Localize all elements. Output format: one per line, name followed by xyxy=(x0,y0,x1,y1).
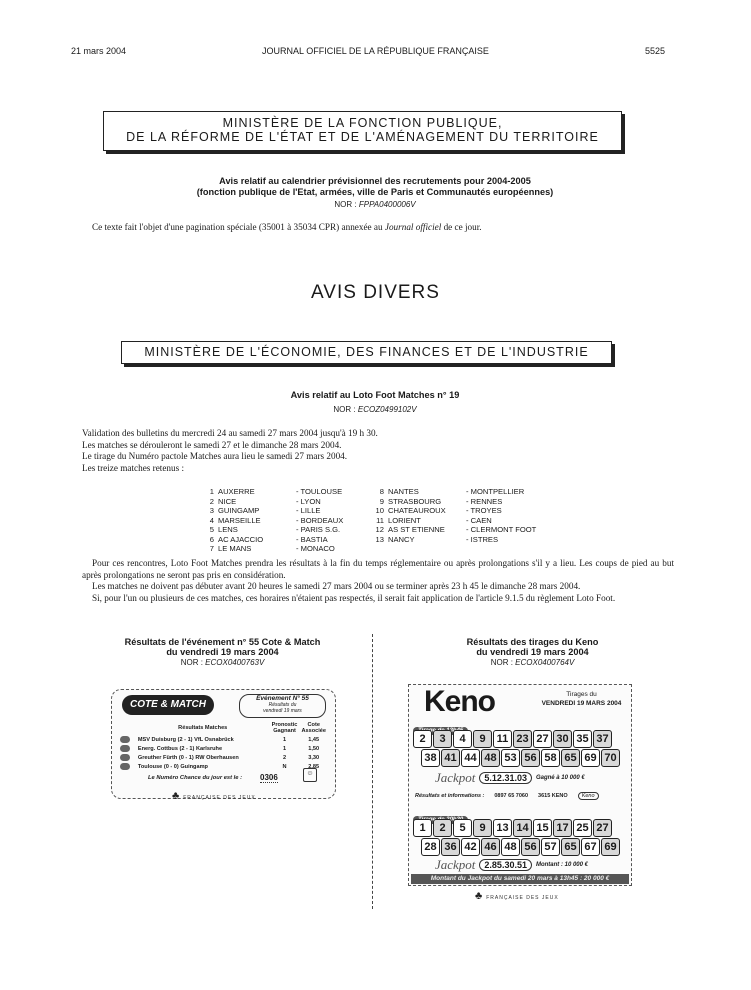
gain1: Gagné à 10 000 € xyxy=(535,775,585,781)
matches-table-right xyxy=(368,487,538,544)
event-sub2: vendredi 19 mars xyxy=(263,708,302,714)
match-number: 13 xyxy=(375,534,384,544)
keno-number: 36 xyxy=(441,838,460,856)
cote-title-line2: du vendredi 19 mars 2004 xyxy=(166,647,279,657)
nor-label: NOR : xyxy=(334,200,357,209)
avis1-title-line2: (fonction publique de l'Etat, armées, ville de Paris et Communautés européennes) xyxy=(196,187,554,197)
ball-icon xyxy=(118,735,136,744)
cote-match: MSV Duisburg (2 - 1) VfL Osnabrück xyxy=(137,736,234,743)
keno-footer-bar: Montant du Jackpot du samedi 20 mars à 13h45 : 20 000 € xyxy=(411,874,629,884)
avis2-intro xyxy=(82,428,672,474)
col-cote-header: Cote Associée xyxy=(301,722,327,734)
keno-number: 14 xyxy=(513,819,532,837)
match-number: 2 xyxy=(209,496,214,506)
match-number: 5 xyxy=(209,525,214,534)
keno-number: 17 xyxy=(553,819,572,837)
match-number: 9 xyxy=(379,496,384,506)
match-row xyxy=(368,516,538,526)
cote-prono: 1 xyxy=(282,745,287,752)
keno-number: 65 xyxy=(561,749,580,767)
match-home-team: LENS xyxy=(218,525,238,534)
avis2-line: Les matches se dérouleront le samedi 27 et le dimanche 28 mars 2004. xyxy=(82,439,342,450)
keno-number: 23 xyxy=(513,730,532,748)
keno-number: 9 xyxy=(473,819,492,837)
match-away-team: - TOULOUSE xyxy=(296,487,343,496)
match-row xyxy=(198,525,345,535)
keno-title-line2: du vendredi 19 mars 2004 xyxy=(476,647,589,657)
jackpot-label: Jackpot xyxy=(435,770,476,785)
keno-draw2-row1 xyxy=(413,819,612,837)
match-number: 7 xyxy=(209,544,214,553)
match-home-team: STRASBOURG xyxy=(388,496,442,506)
nor-code: FPPA0400006V xyxy=(358,200,416,209)
match-home-team: AC AJACCIO xyxy=(218,534,264,544)
header-date: 21 mars 2004 xyxy=(71,46,127,56)
match-away-team: - MONTPELLIER xyxy=(466,487,525,496)
keno-number: 56 xyxy=(521,749,540,767)
ministry-economie-box xyxy=(121,341,612,364)
match-home-team: NANCY xyxy=(388,534,415,544)
avis1-text-before: Ce texte fait l'objet d'une pagination spéciale (35001 à 35034 CPR) annexée au xyxy=(92,222,385,232)
ministry-fonction-publique-box xyxy=(103,111,622,151)
nor-label: NOR : xyxy=(490,658,513,667)
avis1-title-line1: Avis relatif au calendrier prévisionnel des recrutements pour 2004-2005 xyxy=(219,176,531,186)
clover-icon: ♣ xyxy=(475,890,483,902)
match-away-team: - CLERMONT FOOT xyxy=(466,525,537,534)
keno-number: 53 xyxy=(501,749,520,767)
match-away-team: - TROYES xyxy=(466,506,502,515)
cote-row xyxy=(118,753,328,762)
keno-number: 70 xyxy=(601,749,620,767)
info-label: Résultats et informations : xyxy=(415,793,485,799)
keno-jackpot1 xyxy=(435,770,585,786)
keno-number: 2 xyxy=(413,730,432,748)
keno-number: 27 xyxy=(533,730,552,748)
cote-value: 2,85 xyxy=(308,763,320,770)
keno-number: 44 xyxy=(461,749,480,767)
match-home-team: AS ST ETIENNE xyxy=(388,525,445,534)
column-divider xyxy=(372,634,373,909)
avis2-para1: Pour ces rencontres, Loto Foot Matches prendra les résultats à la fin du temps réglementaire ou après prolongations s'il y a lieu. Les coups de pied au but après prolongations ne seront pas pris en considération. xyxy=(82,558,674,580)
match-row xyxy=(198,535,345,545)
keno-number: 46 xyxy=(481,838,500,856)
cote-title-line1: Résultats de l'événement n° 55 Cote & Match xyxy=(124,637,321,647)
match-number: 6 xyxy=(209,534,214,544)
avis1-text-italic: Journal officiel xyxy=(384,222,442,232)
keno-number: 5 xyxy=(453,819,472,837)
keno-draw1-row1 xyxy=(413,730,612,748)
cote-match: Energ. Cottbus (2 - 1) Karlsruhe xyxy=(137,745,223,752)
ministry2-line1: MINISTÈRE DE L'ÉCONOMIE, DES FINANCES ET DE L'INDUSTRIE xyxy=(144,345,589,359)
keno-number: 35 xyxy=(573,730,592,748)
keno-number: 37 xyxy=(593,730,612,748)
info-minitel: 3615 KENO xyxy=(538,793,568,799)
avis2-line: Le tirage du Numéro pactole Matches aura lieu le samedi 27 mars 2004. xyxy=(82,451,348,461)
match-away-team: - RENNES xyxy=(466,496,503,506)
match-number: 4 xyxy=(209,515,214,525)
keno-number: 48 xyxy=(501,838,520,856)
avis2-para3: Si, pour l'un ou plusieurs de ces matches, ces horaires n'étaient pas respectés, il serait fait application de l'article 9.1.5 du règlement Loto Foot. xyxy=(92,592,616,603)
match-home-team: CHATEAUROUX xyxy=(388,506,446,515)
keno-number: 69 xyxy=(601,838,620,856)
cote-value: 1,50 xyxy=(308,745,320,752)
col-prono-header: Pronostic Gagnant xyxy=(271,722,298,734)
keno-number: 9 xyxy=(473,730,492,748)
match-away-team: - BORDEAUX xyxy=(296,515,344,525)
nor-code: ECOX0400764V xyxy=(515,658,575,667)
cote-prono: 2 xyxy=(282,754,287,761)
keno-nor xyxy=(385,658,680,667)
keno-number: 38 xyxy=(421,749,440,767)
nor-label: NOR : xyxy=(180,658,203,667)
match-home-team: GUINGAMP xyxy=(218,506,260,515)
match-home-team: LORIENT xyxy=(388,515,421,525)
cote-row xyxy=(118,735,328,744)
match-row xyxy=(198,516,345,526)
header-page-number: 5525 xyxy=(645,46,666,56)
match-away-team: - MONACO xyxy=(296,544,335,553)
keno-number: 11 xyxy=(493,730,512,748)
ball-icon xyxy=(118,753,136,762)
cote-results-table xyxy=(118,721,328,771)
match-number: 11 xyxy=(376,515,384,525)
ministry1-line1: MINISTÈRE DE LA FONCTION PUBLIQUE, xyxy=(222,116,503,130)
keno-number: 69 xyxy=(581,749,600,767)
match-away-team: - ISTRES xyxy=(466,534,499,544)
keno-number: 48 xyxy=(481,749,500,767)
match-home-team: AUXERRE xyxy=(218,487,255,496)
match-away-team: - PARIS S.G. xyxy=(296,525,341,534)
match-row xyxy=(368,497,538,507)
info-phone: 0897 65 7060 xyxy=(494,793,529,799)
chance-value: 0306 xyxy=(260,773,278,782)
match-row xyxy=(198,544,345,554)
keno-number: 15 xyxy=(533,819,552,837)
jackpot2-value: 2.85.30.51 xyxy=(479,859,532,871)
match-home-team: NICE xyxy=(218,496,237,506)
keno-number: 30 xyxy=(553,730,572,748)
match-row xyxy=(368,525,538,535)
header-journal-title: JOURNAL OFFICIEL DE LA RÉPUBLIQUE FRANÇAISE xyxy=(262,46,489,56)
keno-mini-logo: Keno xyxy=(578,792,599,800)
match-home-team: MARSEILLE xyxy=(218,515,261,525)
event-sub1: Résultats du xyxy=(268,702,297,708)
cote-value: 3,30 xyxy=(308,754,320,761)
keno-number: 28 xyxy=(421,838,440,856)
keno-number: 25 xyxy=(573,819,592,837)
avis2-para2: Les matches ne doivent pas débuter avant 20 heures le samedi 27 mars 2004 ou se terminer après 23 h 45 le dimanche 28 mars 2004. xyxy=(92,581,581,591)
match-number: 8 xyxy=(379,487,384,496)
avis1-text xyxy=(92,222,672,232)
keno-tirages-label: Tirages du xyxy=(566,691,597,698)
keno-fdj-footer xyxy=(475,886,559,904)
match-home-team: NANTES xyxy=(388,487,419,496)
keno-number: 13 xyxy=(493,819,512,837)
match-row xyxy=(198,497,345,507)
keno-number: 3 xyxy=(433,730,452,748)
keno-number: 1 xyxy=(413,819,432,837)
event-title: Événement N° 55 xyxy=(256,695,309,702)
cote-prono: 1 xyxy=(282,736,287,743)
clover-icon: ♣ xyxy=(172,790,180,802)
cote-fdj-footer xyxy=(172,786,256,804)
keno-info-line xyxy=(415,792,599,800)
nor-label: NOR : xyxy=(333,405,356,414)
fdj-label: FRANÇAISE DES JEUX xyxy=(486,895,559,901)
cote-row xyxy=(118,744,328,753)
match-number: 3 xyxy=(209,506,214,515)
cote-value: 1,45 xyxy=(308,736,320,743)
match-away-team: - LYON xyxy=(296,496,321,506)
keno-ticket xyxy=(408,684,632,886)
avis1-text-after: de ce jour. xyxy=(441,222,482,232)
keno-number: 4 xyxy=(453,730,472,748)
match-row xyxy=(198,506,345,516)
match-number: 12 xyxy=(375,525,384,534)
jackpot1-value: 5.12.31.03 xyxy=(479,772,532,784)
cote-match: Toulouse (0 - 0) Guingamp xyxy=(137,763,208,770)
cote-row xyxy=(118,762,328,771)
match-home-team: LE MANS xyxy=(218,544,252,553)
keno-draw2-row2 xyxy=(421,838,620,856)
chance-icon: ☺ xyxy=(303,768,317,782)
avis2-line: Les treize matches retenus : xyxy=(82,462,185,473)
avis1-nor xyxy=(100,200,650,209)
keno-number: 42 xyxy=(461,838,480,856)
match-away-team: - LILLE xyxy=(296,506,321,515)
cote-match-logo: COTE & MATCH xyxy=(122,695,214,715)
ball-icon xyxy=(118,744,136,753)
match-row xyxy=(368,506,538,516)
avis2-nor xyxy=(100,405,650,414)
avis2-title: Avis relatif au Loto Foot Matches n° 19 xyxy=(290,390,460,400)
keno-jackpot2 xyxy=(435,857,588,873)
nor-code: ECOX0400763V xyxy=(205,658,265,667)
col-matches-header: Résultats Matches xyxy=(178,725,228,731)
keno-number: 58 xyxy=(541,749,560,767)
match-away-team: - BASTIA xyxy=(296,534,328,544)
keno-number: 2 xyxy=(433,819,452,837)
cote-prono: N xyxy=(282,763,287,770)
ministry1-line2: DE LA RÉFORME DE L'ÉTAT ET DE L'AMÉNAGEMENT DU TERRITOIRE xyxy=(126,130,599,144)
fdj-label: FRANÇAISE DES JEUX xyxy=(183,795,256,801)
gain2: Montant : 10 000 € xyxy=(535,862,588,868)
match-number: 10 xyxy=(375,506,384,515)
nor-code: ECOZ0499102V xyxy=(357,405,417,414)
keno-tirages-date: VENDREDI 19 MARS 2004 xyxy=(541,700,622,707)
chance-label: Le Numéro Chance du jour est le : xyxy=(148,775,243,781)
event-box xyxy=(239,694,326,718)
jackpot-label: Jackpot xyxy=(435,857,476,872)
matches-table-left xyxy=(198,487,345,554)
cote-match-ticket xyxy=(111,689,336,802)
keno-draw1-row2 xyxy=(421,749,620,767)
avis2-paragraphs xyxy=(82,558,674,604)
keno-title-line1: Résultats des tirages du Keno xyxy=(466,637,599,647)
keno-logo: Keno xyxy=(424,685,495,718)
match-row xyxy=(198,487,345,497)
cote-nor xyxy=(80,658,365,667)
keno-number: 27 xyxy=(593,819,612,837)
keno-number: 65 xyxy=(561,838,580,856)
keno-number: 56 xyxy=(521,838,540,856)
match-row xyxy=(368,487,538,497)
match-row xyxy=(368,535,538,545)
keno-number: 57 xyxy=(541,838,560,856)
ball-icon xyxy=(118,762,136,771)
keno-number: 67 xyxy=(581,838,600,856)
keno-number: 41 xyxy=(441,749,460,767)
match-number: 1 xyxy=(209,487,214,496)
match-away-team: - CAEN xyxy=(466,515,492,525)
cote-match: Greuther Fürth (0 - 1) RW Oberhausen xyxy=(137,754,239,761)
avis2-line: Validation des bulletins du mercredi 24 au samedi 27 mars 2004 jusqu'à 19 h 30. xyxy=(82,428,378,438)
section-title-avis-divers: AVIS DIVERS xyxy=(311,282,440,303)
